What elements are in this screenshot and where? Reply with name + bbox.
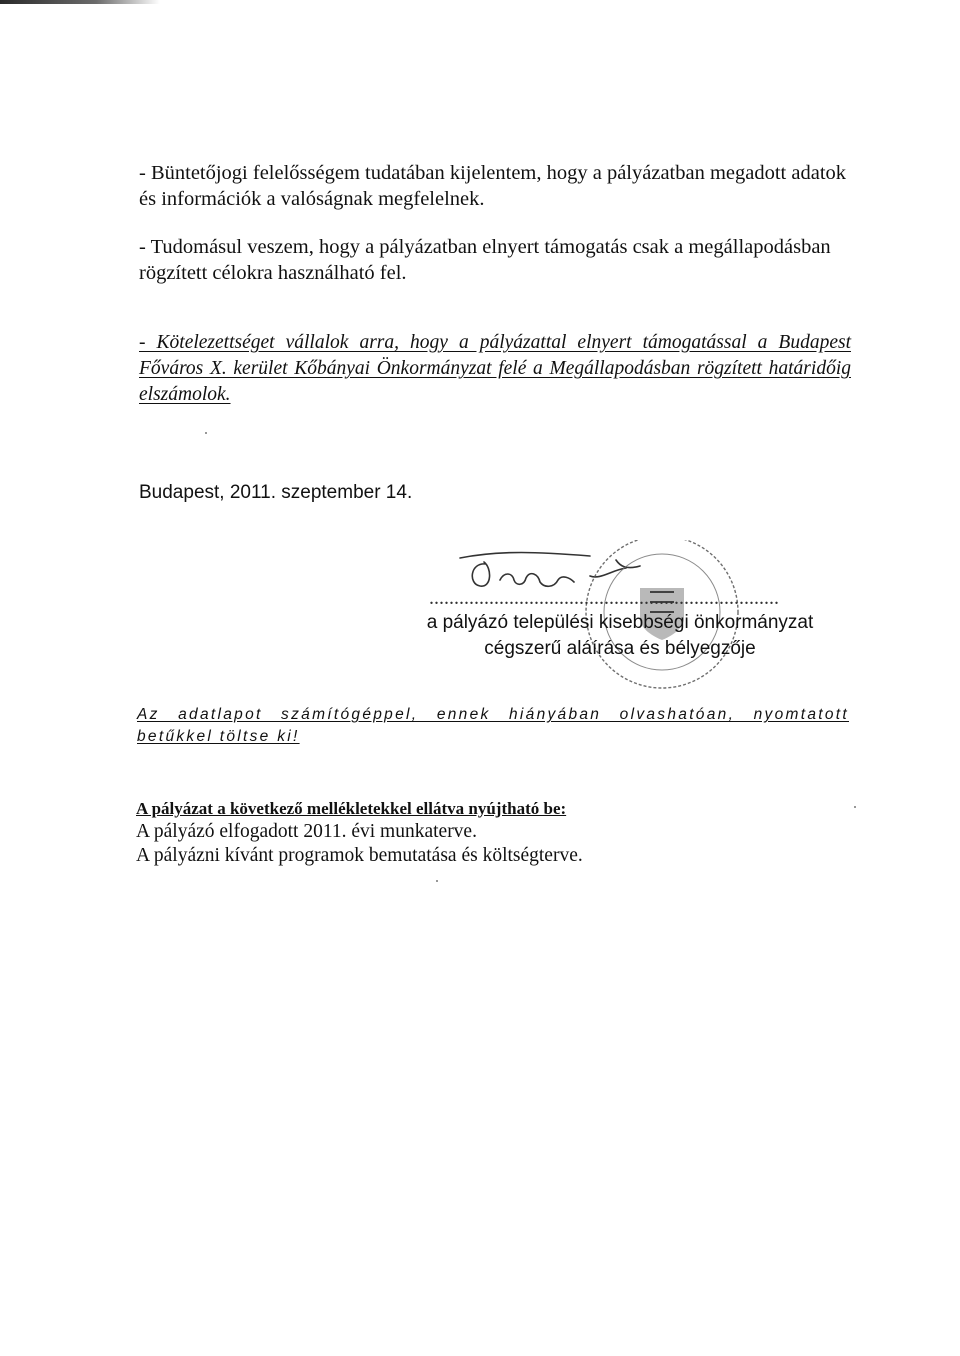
declaration-paragraph-3: - Kötelezettséget vállalok arra, hogy a pályázattal elnyert támogatással a Budapest Főváros X. kerület Kőbányai Önkormányzat felé a Megállapodásban rögzített határidőig elszámolok. [139,332,851,405]
signature-caption-line-1: a pályázó települési kisebbségi önkormányzat [426,612,814,633]
scan-speck [205,432,207,434]
attachment-item: A pályázó elfogadott 2011. évi munkaterve. [136,821,477,842]
declaration-paragraph-2: - Tudomásul veszem, hogy a pályázatban elnyert támogatás csak a megállapodásban rögzített célokra használható fel. [139,236,831,284]
scan-speck [436,880,438,882]
attachments-heading: A pályázat a következő mellékletekkel ellátva nyújtható be: [136,799,567,818]
scan-artifact [0,0,160,4]
date-line: Budapest, 2011. szeptember 14. [139,482,413,503]
signature-dotted-line: ...................................................................... [429,587,779,609]
signature-caption-line-2: cégszerű aláírása és bélyegzője [484,638,756,659]
attachment-item: A pályázni kívánt programok bemutatása és költségterve. [136,845,583,866]
declaration-paragraph-1: - Büntetőjogi felelősségem tudatában kijelentem, hogy a pályázatban megadott adatok és információk a valóságnak megfelelnek. [139,162,847,210]
scan-speck [854,806,856,808]
fill-in-instruction: Az adatlapot számítógéppel, ennek hiányában olvashatóan, nyomtatott betűkkel töltse ki! [137,706,849,745]
